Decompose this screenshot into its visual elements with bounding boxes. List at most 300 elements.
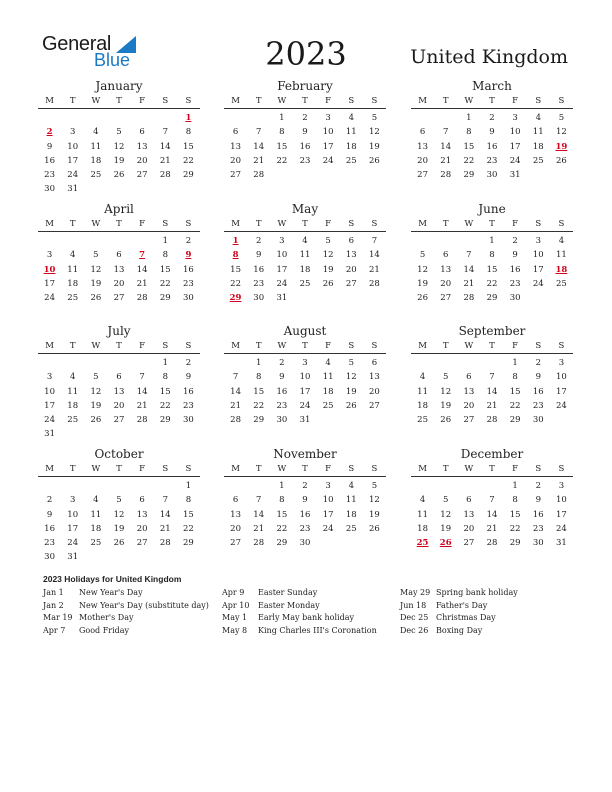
day-cell[interactable]: 11 xyxy=(345,495,357,506)
day-cell[interactable]: 15 xyxy=(253,386,265,397)
day-cell[interactable]: 14 xyxy=(159,509,171,520)
day-cell[interactable]: 4 xyxy=(348,113,354,123)
day-cell[interactable]: 30 xyxy=(253,293,265,304)
day-cell[interactable]: 2 xyxy=(489,113,495,123)
day-cell[interactable]: 17 xyxy=(67,155,79,166)
day-cell[interactable]: 21 xyxy=(463,278,475,289)
day-cell[interactable]: 28 xyxy=(136,415,148,426)
day-cell[interactable]: 16 xyxy=(532,386,544,397)
day-cell[interactable]: 31 xyxy=(67,552,79,563)
day-cell[interactable]: 13 xyxy=(113,264,125,275)
day-cell[interactable]: 10 xyxy=(299,372,311,383)
day-cell[interactable]: 31 xyxy=(509,170,521,181)
day-cell[interactable]: 27 xyxy=(230,170,241,181)
day-cell[interactable]: 6 xyxy=(466,372,472,383)
day-cell[interactable]: 11 xyxy=(532,127,544,138)
day-cell[interactable]: 7 xyxy=(256,127,262,138)
day-cell[interactable]: 24 xyxy=(532,278,544,289)
day-cell[interactable]: 1 xyxy=(279,113,285,123)
day-cell[interactable]: 1 xyxy=(489,236,495,246)
day-cell[interactable]: 14 xyxy=(253,141,265,152)
day-cell[interactable]: 13 xyxy=(230,141,241,152)
day-cell[interactable]: 3 xyxy=(325,481,331,491)
day-cell[interactable]: 20 xyxy=(136,155,148,166)
day-cell[interactable]: 29 xyxy=(509,415,521,426)
day-cell[interactable]: 24 xyxy=(509,155,521,166)
day-cell[interactable]: 10 xyxy=(532,250,544,261)
day-cell[interactable]: 8 xyxy=(185,495,192,506)
day-cell[interactable]: 10 xyxy=(276,250,288,261)
day-cell[interactable]: 12 xyxy=(369,495,380,506)
day-cell[interactable]: 10 xyxy=(44,386,55,397)
day-cell[interactable]: 8 xyxy=(279,127,285,138)
day-cell[interactable]: 18 xyxy=(345,509,357,520)
day-cell[interactable]: 23 xyxy=(532,523,544,534)
day-cell[interactable]: 3 xyxy=(302,358,308,368)
day-cell[interactable]: 13 xyxy=(136,141,148,152)
day-cell[interactable]: 28 xyxy=(230,415,241,426)
day-cell[interactable]: 15 xyxy=(463,141,475,152)
day-cell[interactable]: 2 xyxy=(46,495,53,506)
day-cell[interactable]: 17 xyxy=(509,141,521,152)
day-cell[interactable]: 12 xyxy=(556,127,567,138)
day-cell[interactable]: 9 xyxy=(256,250,262,261)
day-cell[interactable]: 6 xyxy=(371,358,378,368)
day-cell[interactable]: 24 xyxy=(322,523,334,534)
day-cell[interactable]: 28 xyxy=(136,293,148,304)
day-cell[interactable]: 5 xyxy=(371,113,378,123)
day-cell[interactable]: 8 xyxy=(489,250,495,261)
day-cell[interactable]: 9 xyxy=(46,141,53,152)
day-cell[interactable]: 6 xyxy=(232,127,239,138)
day-cell[interactable]: 1 xyxy=(185,481,192,491)
day-cell[interactable]: 23 xyxy=(253,278,265,289)
day-cell[interactable]: 25 xyxy=(67,293,79,304)
day-cell[interactable]: 21 xyxy=(159,155,171,166)
day-cell[interactable]: 12 xyxy=(417,264,428,275)
day-cell[interactable]: 17 xyxy=(322,509,334,520)
day-cell[interactable]: 18 xyxy=(90,523,102,534)
day-cell[interactable]: 7 xyxy=(162,495,168,506)
day-cell[interactable]: 16 xyxy=(276,386,288,397)
day-cell[interactable]: 8 xyxy=(279,495,285,506)
day-cell[interactable]: 29 xyxy=(276,538,288,549)
day-cell[interactable]: 1 xyxy=(256,358,262,368)
day-cell[interactable]: 27 xyxy=(440,293,452,304)
day-cell[interactable]: 21 xyxy=(253,155,265,166)
day-cell[interactable]: 9 xyxy=(185,372,192,383)
day-cell[interactable]: 6 xyxy=(232,495,239,506)
day-cell[interactable]: 12 xyxy=(113,509,125,520)
day-cell[interactable]: 26 xyxy=(417,293,428,304)
day-cell[interactable]: 18 xyxy=(417,400,428,411)
day-cell[interactable]: 12 xyxy=(322,250,334,261)
day-cell[interactable]: 16 xyxy=(253,264,265,275)
day-cell[interactable]: 13 xyxy=(417,141,428,152)
day-cell[interactable]: 23 xyxy=(299,155,311,166)
holiday-day-cell[interactable]: 26 xyxy=(439,538,452,549)
day-cell[interactable]: 21 xyxy=(253,523,265,534)
day-cell[interactable]: 10 xyxy=(322,495,334,506)
holiday-day-cell[interactable]: 10 xyxy=(43,264,56,275)
day-cell[interactable]: 10 xyxy=(67,141,79,152)
day-cell[interactable]: 30 xyxy=(276,415,288,426)
day-cell[interactable]: 17 xyxy=(44,400,55,411)
day-cell[interactable]: 26 xyxy=(322,278,334,289)
day-cell[interactable]: 14 xyxy=(486,509,498,520)
day-cell[interactable]: 23 xyxy=(183,278,194,289)
day-cell[interactable]: 27 xyxy=(463,415,475,426)
day-cell[interactable]: 24 xyxy=(556,523,567,534)
day-cell[interactable]: 28 xyxy=(486,415,498,426)
day-cell[interactable]: 23 xyxy=(44,170,55,181)
day-cell[interactable]: 11 xyxy=(90,509,102,520)
day-cell[interactable]: 8 xyxy=(256,372,262,383)
day-cell[interactable]: 4 xyxy=(70,372,76,383)
day-cell[interactable]: 10 xyxy=(509,127,521,138)
day-cell[interactable]: 5 xyxy=(371,481,378,491)
day-cell[interactable]: 5 xyxy=(419,250,426,261)
day-cell[interactable]: 15 xyxy=(183,509,194,520)
day-cell[interactable]: 8 xyxy=(162,372,168,383)
day-cell[interactable]: 26 xyxy=(113,538,125,549)
day-cell[interactable]: 26 xyxy=(440,415,452,426)
day-cell[interactable]: 20 xyxy=(345,264,357,275)
day-cell[interactable]: 18 xyxy=(299,264,311,275)
day-cell[interactable]: 16 xyxy=(509,264,521,275)
day-cell[interactable]: 20 xyxy=(463,400,475,411)
day-cell[interactable]: 22 xyxy=(159,278,171,289)
day-cell[interactable]: 15 xyxy=(159,386,171,397)
day-cell[interactable]: 2 xyxy=(256,236,262,246)
day-cell[interactable]: 31 xyxy=(276,293,288,304)
day-cell[interactable]: 10 xyxy=(67,509,79,520)
day-cell[interactable]: 9 xyxy=(535,495,541,506)
day-cell[interactable]: 27 xyxy=(345,278,357,289)
day-cell[interactable]: 14 xyxy=(369,250,380,261)
day-cell[interactable]: 28 xyxy=(253,538,265,549)
day-cell[interactable]: 9 xyxy=(535,372,541,383)
day-cell[interactable]: 5 xyxy=(443,372,449,383)
day-cell[interactable]: 21 xyxy=(369,264,380,275)
day-cell[interactable]: 20 xyxy=(230,523,241,534)
day-cell[interactable]: 14 xyxy=(230,386,241,397)
day-cell[interactable]: 26 xyxy=(113,170,125,181)
day-cell[interactable]: 22 xyxy=(276,523,288,534)
day-cell[interactable]: 19 xyxy=(113,155,125,166)
day-cell[interactable]: 13 xyxy=(345,250,357,261)
holiday-day-cell[interactable]: 25 xyxy=(416,538,429,549)
day-cell[interactable]: 28 xyxy=(253,170,265,181)
day-cell[interactable]: 11 xyxy=(67,264,79,275)
day-cell[interactable]: 13 xyxy=(230,509,241,520)
day-cell[interactable]: 31 xyxy=(67,184,79,195)
day-cell[interactable]: 7 xyxy=(256,495,262,506)
day-cell[interactable]: 15 xyxy=(276,509,288,520)
day-cell[interactable]: 22 xyxy=(463,155,475,166)
day-cell[interactable]: 30 xyxy=(44,184,55,195)
day-cell[interactable]: 9 xyxy=(279,372,285,383)
holiday-day-cell[interactable]: 2 xyxy=(46,127,53,138)
day-cell[interactable]: 27 xyxy=(463,538,475,549)
day-cell[interactable]: 29 xyxy=(509,538,521,549)
day-cell[interactable]: 4 xyxy=(535,113,541,123)
day-cell[interactable]: 26 xyxy=(556,155,567,166)
day-cell[interactable]: 29 xyxy=(463,170,475,181)
day-cell[interactable]: 26 xyxy=(90,415,102,426)
day-cell[interactable]: 22 xyxy=(276,155,288,166)
day-cell[interactable]: 23 xyxy=(299,523,311,534)
day-cell[interactable]: 19 xyxy=(90,400,102,411)
day-cell[interactable]: 11 xyxy=(417,386,428,397)
day-cell[interactable]: 28 xyxy=(486,538,498,549)
day-cell[interactable]: 24 xyxy=(276,278,288,289)
day-cell[interactable]: 19 xyxy=(440,523,452,534)
holiday-day-cell[interactable]: 8 xyxy=(232,250,239,261)
day-cell[interactable]: 19 xyxy=(90,278,102,289)
day-cell[interactable]: 19 xyxy=(417,278,428,289)
day-cell[interactable]: 25 xyxy=(322,400,334,411)
day-cell[interactable]: 5 xyxy=(116,495,122,506)
day-cell[interactable]: 4 xyxy=(302,236,308,246)
day-cell[interactable]: 14 xyxy=(159,141,171,152)
day-cell[interactable]: 23 xyxy=(276,400,288,411)
day-cell[interactable]: 12 xyxy=(90,264,102,275)
day-cell[interactable]: 8 xyxy=(512,372,518,383)
day-cell[interactable]: 26 xyxy=(90,293,102,304)
day-cell[interactable]: 21 xyxy=(230,400,241,411)
day-cell[interactable]: 16 xyxy=(183,386,194,397)
day-cell[interactable]: 1 xyxy=(162,236,168,246)
day-cell[interactable]: 24 xyxy=(44,293,55,304)
day-cell[interactable]: 21 xyxy=(136,278,148,289)
day-cell[interactable]: 22 xyxy=(230,278,241,289)
day-cell[interactable]: 22 xyxy=(183,523,194,534)
day-cell[interactable]: 10 xyxy=(322,127,334,138)
day-cell[interactable]: 21 xyxy=(136,400,148,411)
day-cell[interactable]: 30 xyxy=(299,538,311,549)
day-cell[interactable]: 25 xyxy=(67,415,79,426)
day-cell[interactable]: 30 xyxy=(532,415,544,426)
day-cell[interactable]: 15 xyxy=(159,264,171,275)
day-cell[interactable]: 19 xyxy=(369,509,380,520)
day-cell[interactable]: 21 xyxy=(159,523,171,534)
day-cell[interactable]: 5 xyxy=(558,113,565,123)
day-cell[interactable]: 3 xyxy=(558,481,565,491)
day-cell[interactable]: 3 xyxy=(512,113,518,123)
day-cell[interactable]: 20 xyxy=(440,278,452,289)
day-cell[interactable]: 25 xyxy=(90,170,102,181)
day-cell[interactable]: 6 xyxy=(116,250,122,261)
day-cell[interactable]: 29 xyxy=(183,538,194,549)
day-cell[interactable]: 9 xyxy=(489,127,495,138)
day-cell[interactable]: 18 xyxy=(67,400,79,411)
day-cell[interactable]: 5 xyxy=(93,250,99,261)
day-cell[interactable]: 30 xyxy=(509,293,521,304)
day-cell[interactable]: 16 xyxy=(299,509,311,520)
day-cell[interactable]: 18 xyxy=(67,278,79,289)
day-cell[interactable]: 2 xyxy=(302,113,308,123)
day-cell[interactable]: 21 xyxy=(486,400,498,411)
day-cell[interactable]: 2 xyxy=(185,358,192,368)
holiday-day-cell[interactable]: 1 xyxy=(185,113,192,123)
day-cell[interactable]: 3 xyxy=(325,113,331,123)
day-cell[interactable]: 4 xyxy=(70,250,76,261)
day-cell[interactable]: 17 xyxy=(556,509,567,520)
day-cell[interactable]: 6 xyxy=(348,236,354,246)
day-cell[interactable]: 17 xyxy=(67,523,79,534)
day-cell[interactable]: 2 xyxy=(535,481,541,491)
day-cell[interactable]: 16 xyxy=(44,155,55,166)
day-cell[interactable]: 3 xyxy=(558,358,565,368)
day-cell[interactable]: 19 xyxy=(113,523,125,534)
day-cell[interactable]: 18 xyxy=(532,141,544,152)
day-cell[interactable]: 18 xyxy=(322,386,334,397)
day-cell[interactable]: 31 xyxy=(299,415,311,426)
day-cell[interactable]: 11 xyxy=(345,127,357,138)
day-cell[interactable]: 30 xyxy=(532,538,544,549)
day-cell[interactable]: 1 xyxy=(512,481,518,491)
day-cell[interactable]: 12 xyxy=(440,509,452,520)
day-cell[interactable]: 3 xyxy=(70,495,76,506)
day-cell[interactable]: 16 xyxy=(532,509,544,520)
day-cell[interactable]: 9 xyxy=(512,250,518,261)
holiday-day-cell[interactable]: 19 xyxy=(555,141,568,152)
day-cell[interactable]: 4 xyxy=(325,358,331,368)
day-cell[interactable]: 6 xyxy=(419,127,426,138)
day-cell[interactable]: 12 xyxy=(113,141,125,152)
day-cell[interactable]: 28 xyxy=(159,538,171,549)
day-cell[interactable]: 31 xyxy=(556,538,567,549)
day-cell[interactable]: 8 xyxy=(185,127,192,138)
day-cell[interactable]: 20 xyxy=(113,400,125,411)
day-cell[interactable]: 28 xyxy=(159,170,171,181)
day-cell[interactable]: 15 xyxy=(509,386,521,397)
day-cell[interactable]: 13 xyxy=(136,509,148,520)
day-cell[interactable]: 15 xyxy=(183,141,194,152)
day-cell[interactable]: 24 xyxy=(556,400,567,411)
day-cell[interactable]: 3 xyxy=(279,236,285,246)
day-cell[interactable]: 22 xyxy=(509,523,521,534)
day-cell[interactable]: 11 xyxy=(67,386,79,397)
day-cell[interactable]: 25 xyxy=(532,155,544,166)
day-cell[interactable]: 27 xyxy=(136,538,148,549)
day-cell[interactable]: 25 xyxy=(90,538,102,549)
day-cell[interactable]: 26 xyxy=(369,523,380,534)
day-cell[interactable]: 19 xyxy=(345,386,357,397)
day-cell[interactable]: 24 xyxy=(44,415,55,426)
day-cell[interactable]: 17 xyxy=(44,278,55,289)
day-cell[interactable]: 27 xyxy=(369,400,380,411)
holiday-day-cell[interactable]: 9 xyxy=(185,250,192,261)
day-cell[interactable]: 17 xyxy=(322,141,334,152)
day-cell[interactable]: 29 xyxy=(159,415,171,426)
day-cell[interactable]: 10 xyxy=(556,372,567,383)
day-cell[interactable]: 15 xyxy=(276,141,288,152)
day-cell[interactable]: 28 xyxy=(463,293,475,304)
day-cell[interactable]: 7 xyxy=(139,372,145,383)
day-cell[interactable]: 26 xyxy=(369,155,380,166)
day-cell[interactable]: 9 xyxy=(302,127,308,138)
day-cell[interactable]: 20 xyxy=(136,523,148,534)
day-cell[interactable]: 18 xyxy=(90,155,102,166)
day-cell[interactable]: 25 xyxy=(345,523,357,534)
day-cell[interactable]: 11 xyxy=(299,250,311,261)
day-cell[interactable]: 19 xyxy=(369,141,380,152)
day-cell[interactable]: 20 xyxy=(230,155,241,166)
day-cell[interactable]: 4 xyxy=(419,372,426,383)
day-cell[interactable]: 14 xyxy=(136,264,148,275)
day-cell[interactable]: 27 xyxy=(417,170,428,181)
day-cell[interactable]: 20 xyxy=(463,523,475,534)
day-cell[interactable]: 7 xyxy=(232,372,239,383)
day-cell[interactable]: 20 xyxy=(369,386,380,397)
day-cell[interactable]: 3 xyxy=(70,127,76,138)
day-cell[interactable]: 4 xyxy=(419,495,426,506)
day-cell[interactable]: 2 xyxy=(279,358,285,368)
day-cell[interactable]: 19 xyxy=(440,400,452,411)
holiday-day-cell[interactable]: 7 xyxy=(139,250,146,261)
day-cell[interactable]: 19 xyxy=(322,264,334,275)
day-cell[interactable]: 2 xyxy=(535,358,541,368)
day-cell[interactable]: 16 xyxy=(44,523,55,534)
day-cell[interactable]: 25 xyxy=(417,415,428,426)
day-cell[interactable]: 5 xyxy=(348,358,354,368)
day-cell[interactable]: 11 xyxy=(322,372,334,383)
day-cell[interactable]: 13 xyxy=(463,386,475,397)
day-cell[interactable]: 9 xyxy=(302,495,308,506)
day-cell[interactable]: 12 xyxy=(90,386,102,397)
day-cell[interactable]: 5 xyxy=(443,495,449,506)
day-cell[interactable]: 7 xyxy=(466,250,472,261)
day-cell[interactable]: 21 xyxy=(486,523,498,534)
day-cell[interactable]: 2 xyxy=(512,236,518,246)
day-cell[interactable]: 16 xyxy=(299,141,311,152)
day-cell[interactable]: 16 xyxy=(183,264,194,275)
day-cell[interactable]: 11 xyxy=(556,250,567,261)
day-cell[interactable]: 14 xyxy=(463,264,475,275)
day-cell[interactable]: 29 xyxy=(253,415,265,426)
day-cell[interactable]: 30 xyxy=(183,293,194,304)
day-cell[interactable]: 24 xyxy=(322,155,334,166)
day-cell[interactable]: 30 xyxy=(183,415,194,426)
day-cell[interactable]: 30 xyxy=(44,552,55,563)
day-cell[interactable]: 24 xyxy=(67,538,79,549)
day-cell[interactable]: 13 xyxy=(440,264,452,275)
day-cell[interactable]: 28 xyxy=(369,278,380,289)
day-cell[interactable]: 10 xyxy=(556,495,567,506)
day-cell[interactable]: 18 xyxy=(345,141,357,152)
day-cell[interactable]: 17 xyxy=(556,386,567,397)
day-cell[interactable]: 18 xyxy=(417,523,428,534)
day-cell[interactable]: 25 xyxy=(345,155,357,166)
day-cell[interactable]: 23 xyxy=(44,538,55,549)
day-cell[interactable]: 14 xyxy=(440,141,452,152)
day-cell[interactable]: 17 xyxy=(299,386,311,397)
day-cell[interactable]: 23 xyxy=(183,400,194,411)
day-cell[interactable]: 4 xyxy=(93,127,99,138)
day-cell[interactable]: 14 xyxy=(136,386,148,397)
day-cell[interactable]: 8 xyxy=(512,495,518,506)
day-cell[interactable]: 22 xyxy=(159,400,171,411)
day-cell[interactable]: 27 xyxy=(230,538,241,549)
day-cell[interactable]: 14 xyxy=(253,509,265,520)
day-cell[interactable]: 21 xyxy=(440,155,452,166)
day-cell[interactable]: 30 xyxy=(486,170,498,181)
day-cell[interactable]: 22 xyxy=(486,278,498,289)
day-cell[interactable]: 3 xyxy=(535,236,541,246)
day-cell[interactable]: 11 xyxy=(90,141,102,152)
